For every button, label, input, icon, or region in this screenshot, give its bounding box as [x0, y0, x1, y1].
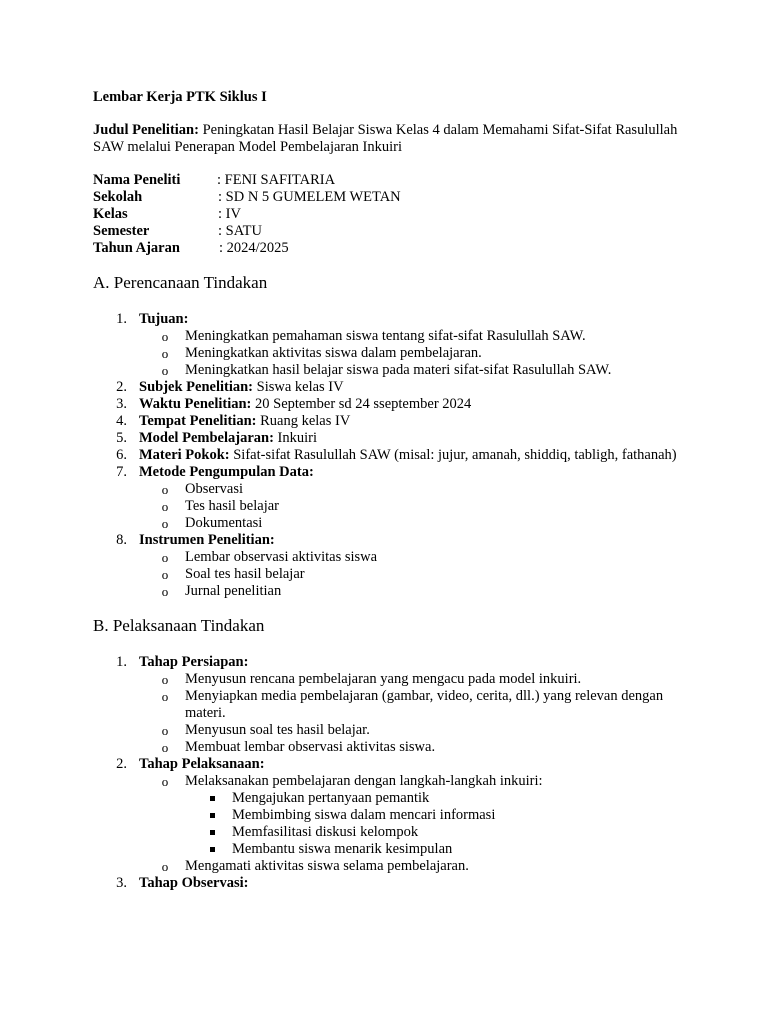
- item-label: Tahap Observasi:: [139, 875, 249, 891]
- circle-bullet-icon: o: [161, 482, 169, 497]
- item-text: Ruang kelas IV: [256, 413, 351, 429]
- item-number: 3.: [116, 396, 127, 412]
- list-item: [93, 756, 693, 875]
- list-item: [93, 379, 693, 396]
- info-row-tahun-ajaran: [93, 240, 693, 257]
- sub-list-item: o Soal tes hasil belajar: [161, 566, 305, 582]
- section-heading-b: B. Pelaksanaan Tindakan: [93, 616, 265, 635]
- document-title: Lembar Kerja PTK Siklus I: [93, 89, 267, 105]
- item-label: Subjek Penelitian:: [139, 379, 253, 395]
- square-bullet-icon: [210, 796, 215, 801]
- circle-bullet-icon: o: [161, 672, 169, 687]
- info-value: : IV: [218, 206, 241, 222]
- info-label: Semester: [93, 223, 150, 239]
- circle-bullet-icon: o: [161, 740, 169, 755]
- sub-list: [139, 328, 693, 379]
- sub-list-item: o Menyusun rencana pembelajaran yang mengacu pada model inkuiri.: [161, 671, 582, 687]
- item-number: 5.: [116, 430, 127, 446]
- circle-bullet-icon: o: [161, 723, 169, 738]
- item-label: Tahap Persiapan:: [139, 654, 249, 670]
- item-text: Sifat-sifat Rasulullah SAW (misal: jujur, amanah, shiddiq, tabligh, fathanah): [229, 447, 677, 463]
- sub-list-item: o Melaksanakan pembelajaran dengan langkah-langkah inkuiri: Mengajukan pertanyaan pemantik Membimbing siswa dalam mencari informasi Memfasilitasi diskusi kelompok Membantu siswa menarik kesimpulan: [139, 773, 693, 858]
- sub-list-item: o Mengamati aktivitas siswa selama pembelajaran.: [161, 858, 469, 874]
- sub-list: [139, 773, 693, 875]
- circle-bullet-icon: o: [161, 859, 169, 874]
- document-content: [93, 89, 693, 892]
- circle-bullet-icon: o: [161, 774, 169, 789]
- list-item: [93, 532, 693, 600]
- sub-list-item: o Membuat lembar observasi aktivitas siswa.: [161, 739, 436, 755]
- item-label: Tahap Pelaksanaan:: [139, 756, 265, 772]
- sub-list-item: o Lembar observasi aktivitas siswa: [161, 549, 378, 565]
- sub-list-item: o Menyiapkan media pembelajaran (gambar, video, cerita, dll.) yang relevan dengan materi.: [161, 688, 664, 721]
- circle-bullet-icon: o: [161, 499, 169, 514]
- item-label: Tujuan:: [139, 311, 189, 327]
- item-label: Waktu Penelitian:: [139, 396, 252, 412]
- item-number: 2.: [116, 379, 127, 395]
- circle-bullet-icon: o: [161, 567, 169, 582]
- research-title-label: Judul Penelitian:: [93, 122, 199, 138]
- info-label: Tahun Ajaran: [93, 240, 180, 256]
- sub-list-item: o Tes hasil belajar: [161, 498, 280, 514]
- sub-list-item: o Jurnal penelitian: [161, 583, 282, 599]
- step-item: Memfasilitasi diskusi kelompok: [185, 824, 693, 841]
- item-label: Tempat Penelitian:: [139, 413, 257, 429]
- sub-list-item: o Dokumentasi: [161, 515, 263, 531]
- item-number: 3.: [116, 875, 127, 891]
- list-item: [93, 875, 693, 892]
- step-item: Membantu siswa menarik kesimpulan: [185, 841, 693, 858]
- research-title-paragraph: [93, 122, 693, 156]
- list-item: [93, 413, 693, 430]
- info-label: Sekolah: [93, 189, 143, 205]
- item-number: 4.: [116, 413, 127, 429]
- square-bullet-icon: [210, 830, 215, 835]
- info-row-sekolah: [93, 189, 693, 206]
- section-heading-a: A. Perencanaan Tindakan: [93, 273, 268, 292]
- sub-list-item: o Meningkatkan hasil belajar siswa pada materi sifat-sifat Rasulullah SAW.: [161, 362, 612, 378]
- circle-bullet-icon: o: [161, 584, 169, 599]
- step-item: Mengajukan pertanyaan pemantik: [185, 790, 693, 807]
- sub-list-item: o Meningkatkan pemahaman siswa tentang sifat-sifat Rasulullah SAW.: [161, 328, 586, 344]
- info-row-semester: [93, 223, 693, 240]
- section-b-list: [93, 654, 693, 892]
- info-value: : SATU: [218, 223, 262, 239]
- item-number: 8.: [116, 532, 127, 548]
- sub-list: [139, 481, 693, 532]
- section-a-list: [93, 311, 693, 600]
- item-label: Materi Pokok:: [139, 447, 230, 463]
- circle-bullet-icon: o: [161, 550, 169, 565]
- sub-list-item: o Observasi: [161, 481, 243, 497]
- item-number: 6.: [116, 447, 127, 463]
- list-item: [93, 430, 693, 447]
- item-label: Model Pembelajaran:: [139, 430, 274, 446]
- info-label: Kelas: [93, 206, 128, 222]
- item-text: 20 September sd 24 sseptember 2024: [251, 396, 472, 412]
- item-text: Inkuiri: [273, 430, 317, 446]
- info-value: : 2024/2025: [219, 240, 289, 256]
- researcher-info: [93, 172, 693, 257]
- list-item: [93, 654, 693, 756]
- item-text: Siswa kelas IV: [253, 379, 344, 395]
- sub-list: [139, 549, 693, 600]
- research-title-text: Peningkatan Hasil Belajar Siswa Kelas 4 dalam Memahami Sifat-Sifat Rasulullah SAW melalui Penerapan Model Pembelajaran Inkuiri: [93, 122, 678, 155]
- info-label: Nama Peneliti: [93, 172, 181, 188]
- list-item: [93, 396, 693, 413]
- info-value: : SD N 5 GUMELEM WETAN: [218, 189, 401, 205]
- square-bullet-icon: [210, 813, 215, 818]
- sub-list-item: o Meningkatkan aktivitas siswa dalam pembelajaran.: [161, 345, 482, 361]
- list-item: [93, 464, 693, 532]
- item-number: 1.: [116, 311, 127, 327]
- item-label: Instrumen Penelitian:: [139, 532, 275, 548]
- item-number: 7.: [116, 464, 127, 480]
- sub-list: [139, 671, 693, 756]
- info-row-kelas: [93, 206, 693, 223]
- circle-bullet-icon: o: [161, 329, 169, 344]
- item-number: 2.: [116, 756, 127, 772]
- item-number: 1.: [116, 654, 127, 670]
- info-row-nama: [93, 172, 693, 189]
- list-item: [93, 447, 693, 464]
- step-list: [185, 790, 693, 858]
- info-value: : FENI SAFITARIA: [217, 172, 336, 188]
- circle-bullet-icon: o: [161, 689, 169, 704]
- step-item: Membimbing siswa dalam mencari informasi: [185, 807, 693, 824]
- sub-list-item: o Menyusun soal tes hasil belajar.: [161, 722, 370, 738]
- circle-bullet-icon: o: [161, 516, 169, 531]
- list-item: [93, 311, 693, 379]
- square-bullet-icon: [210, 847, 215, 852]
- circle-bullet-icon: o: [161, 346, 169, 361]
- item-label: Metode Pengumpulan Data:: [139, 464, 314, 480]
- circle-bullet-icon: o: [161, 363, 169, 378]
